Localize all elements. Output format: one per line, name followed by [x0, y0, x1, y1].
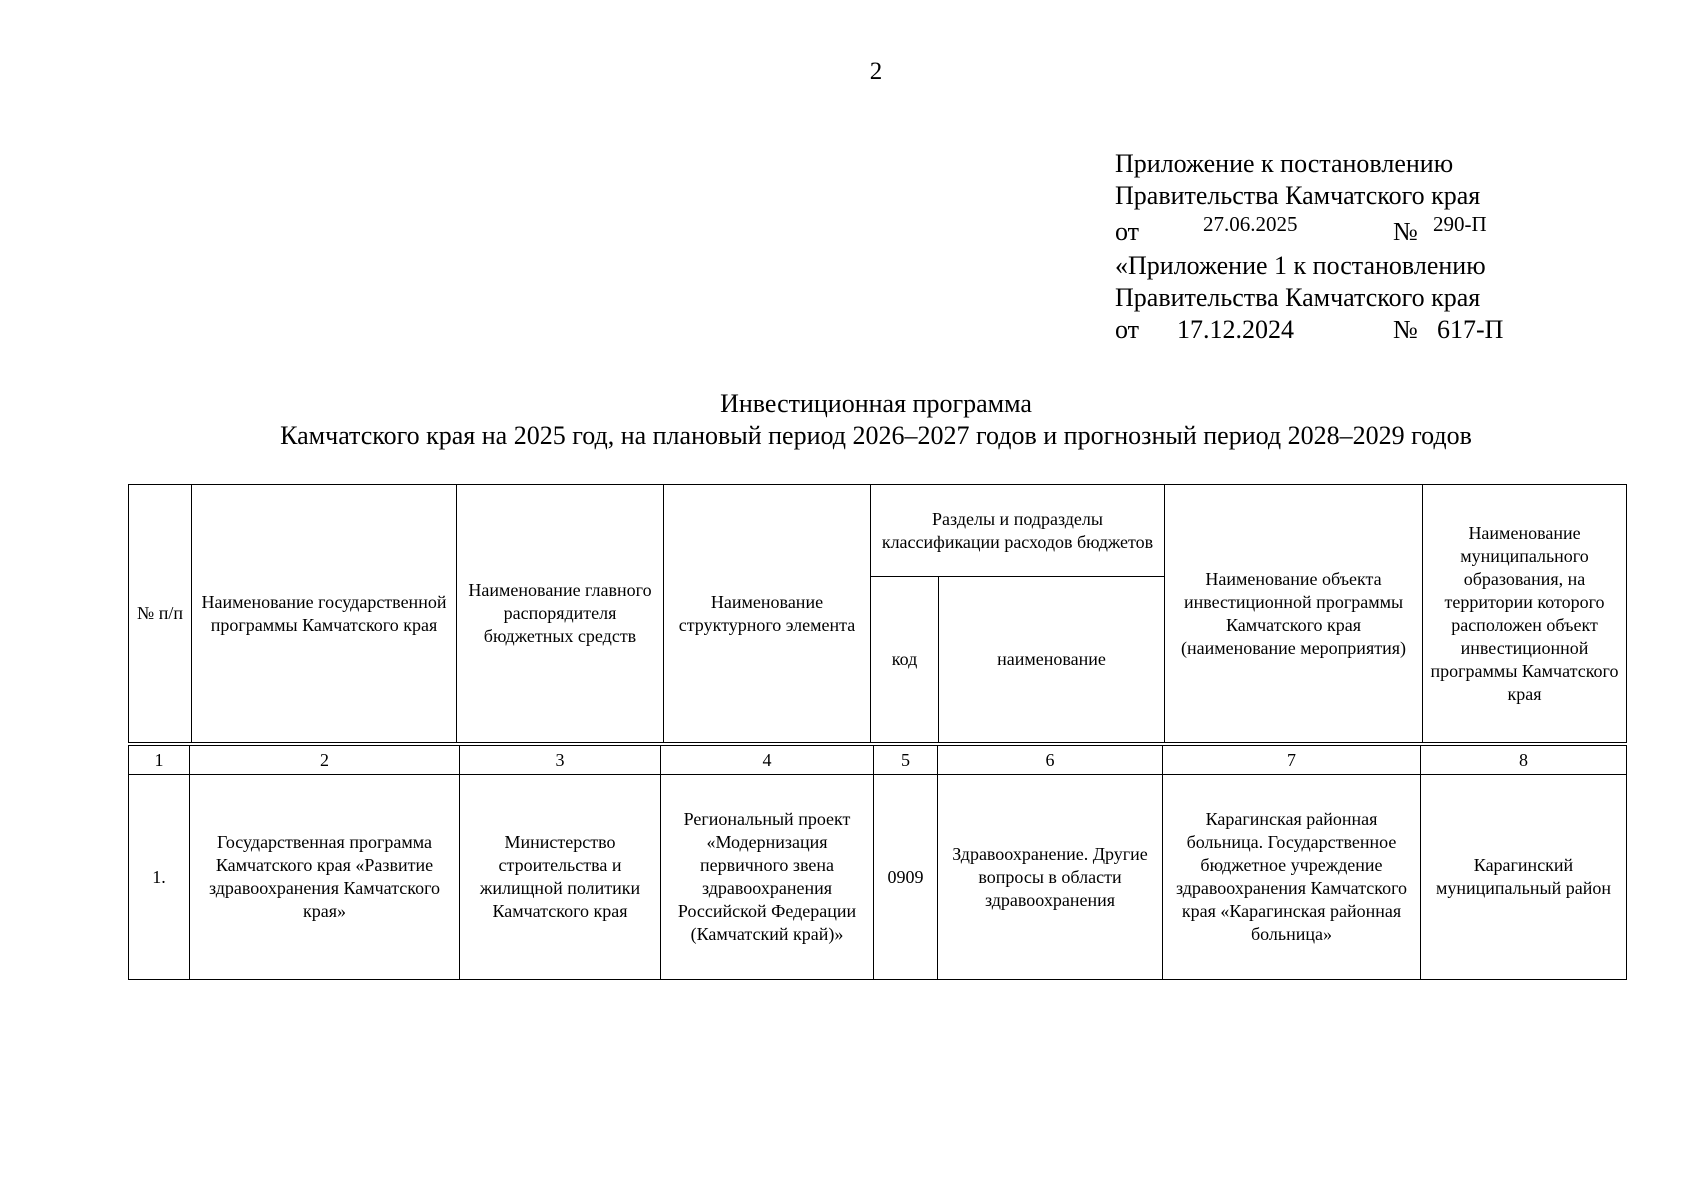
- column-number: 7: [1163, 746, 1421, 775]
- column-number: 6: [938, 746, 1163, 775]
- column-number: 2: [190, 746, 460, 775]
- approval-line-2: Правительства Камчатского края: [1115, 181, 1481, 210]
- header-program: Наименование государственной программы Камчатского края: [192, 485, 457, 743]
- approval-block: [1115, 148, 1535, 346]
- table-body: [128, 745, 1627, 980]
- approval-line-4: «Приложение 1 к постановлению: [1115, 251, 1486, 280]
- document-subtitle: Камчатского края на 2025 год, на плановый период 2026–2027 годов и прогнозный период 2028–2029 годов: [280, 421, 1472, 450]
- column-number: 1: [129, 746, 190, 775]
- header-object: Наименование объекта инвестиционной программы Камчатского края (наименование мероприятия): [1165, 485, 1423, 743]
- approval-date-2: 17.12.2024: [1177, 315, 1294, 344]
- document-title: Инвестиционная программа: [720, 389, 1032, 418]
- header-num: № п/п: [129, 485, 192, 743]
- cell-object: Карагинская районная больница. Государственное бюджетное учреждение здравоохранения Камчатского края «Карагинская районная больница»: [1163, 775, 1421, 980]
- header-sections: Разделы и подразделы классификации расходов бюджетов: [871, 485, 1165, 577]
- cell-municipality: Карагинский муниципальный район: [1421, 775, 1627, 980]
- header-element: Наименование структурного элемента: [664, 485, 871, 743]
- cell-manager: Министерство строительства и жилищной политики Камчатского края: [460, 775, 661, 980]
- table-header: [128, 484, 1627, 743]
- from-label-2: от: [1115, 315, 1140, 344]
- cell-code: 0909: [874, 775, 938, 980]
- cell-name: Здравоохранение. Другие вопросы в области здравоохранения: [938, 775, 1163, 980]
- table-row: [129, 775, 1627, 980]
- approval-line-3: [1115, 212, 1535, 244]
- header-manager: Наименование главного распорядителя бюджетных средств: [457, 485, 664, 743]
- approval-number-2: 617-П: [1437, 315, 1504, 344]
- from-label: от: [1115, 217, 1140, 246]
- approval-date: 27.06.2025: [1203, 212, 1298, 236]
- number-label: №: [1393, 217, 1418, 246]
- approval-line-5: Правительства Камчатского края: [1115, 283, 1481, 312]
- approval-number: 290-П: [1433, 212, 1487, 236]
- header-name: наименование: [939, 577, 1165, 743]
- column-number: 3: [460, 746, 661, 775]
- column-number: 4: [661, 746, 874, 775]
- column-number-row: [129, 746, 1627, 775]
- cell-num: 1.: [129, 775, 190, 980]
- column-number: 8: [1421, 746, 1627, 775]
- header-municipality: Наименование муниципального образования, на территории которого расположен объект инвестиционной программы Камчатского края: [1423, 485, 1627, 743]
- number-label-2: №: [1393, 315, 1418, 344]
- approval-line-6: [1115, 314, 1535, 346]
- header-code: код: [871, 577, 939, 743]
- cell-program: Государственная программа Камчатского края «Развитие здравоохранения Камчатского края»: [190, 775, 460, 980]
- page-number: 2: [869, 58, 883, 85]
- column-number: 5: [874, 746, 938, 775]
- cell-element: Региональный проект «Модернизация первичного звена здравоохранения Российской Федерации (Камчатский край)»: [661, 775, 874, 980]
- approval-line-1: Приложение к постановлению: [1115, 149, 1454, 178]
